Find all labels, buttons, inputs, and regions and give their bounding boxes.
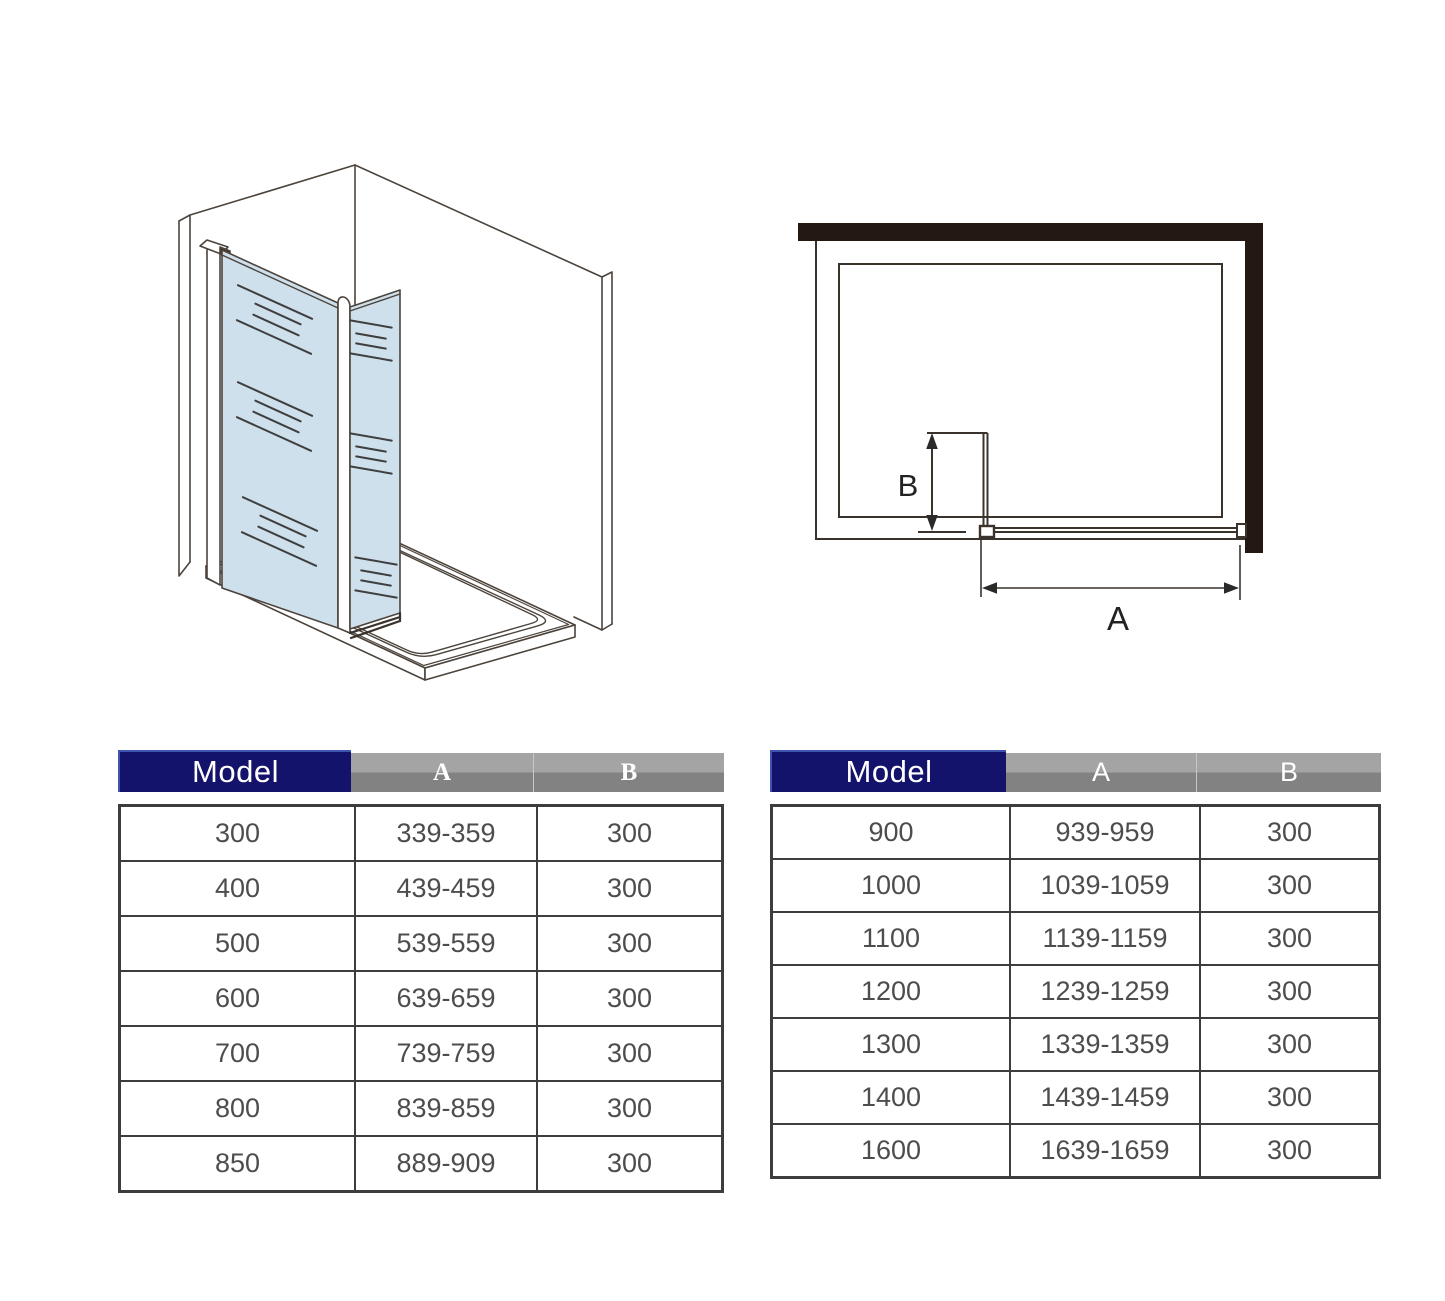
table-cell: 1139-1159: [1009, 913, 1199, 964]
header-a: A: [1091, 757, 1110, 787]
table-cell: 300: [1199, 807, 1378, 858]
table-cell: 439-459: [354, 862, 536, 915]
panel-connector: [980, 526, 994, 537]
table-cell: 1000: [860, 870, 922, 900]
table-body: [770, 804, 1381, 1179]
top-wall: [798, 223, 1263, 241]
wall-bracket-plan: [1237, 524, 1246, 537]
isometric-shower-diagram: [150, 130, 710, 690]
plan-walls: [798, 223, 1263, 553]
table-cell: 1339-1359: [1009, 1019, 1199, 1070]
table-cell: 300: [536, 1082, 721, 1135]
table-row: [121, 807, 721, 862]
table-cell: 1400: [860, 1082, 922, 1112]
table-cell: 300: [1199, 860, 1378, 911]
dimension-arrowheads: [926, 433, 1239, 594]
right-wall: [1245, 223, 1263, 553]
glass-panel-plan: [980, 524, 1246, 537]
table-cell: 300: [214, 818, 261, 848]
table-cell: 739-759: [354, 1027, 536, 1080]
table-cell: 539-559: [354, 917, 536, 970]
table-cell: 300: [536, 807, 721, 860]
table-cell: 300: [536, 917, 721, 970]
label-b: B: [897, 468, 919, 503]
table-cell: 500: [214, 928, 261, 958]
table-cell: 1600: [860, 1135, 922, 1165]
table-cell: 300: [1199, 966, 1378, 1017]
table-cell: 900: [868, 817, 914, 847]
tray-outline: [839, 264, 1222, 517]
header-band: [351, 753, 724, 792]
table-row: [121, 862, 721, 917]
table-row: [773, 1019, 1378, 1072]
label-a: A: [1106, 600, 1130, 637]
table-cell: 300: [1199, 1019, 1378, 1070]
table-cell: 700: [214, 1038, 261, 1068]
header-b: B: [1196, 753, 1381, 792]
size-table-small-models: [118, 750, 724, 1193]
table-header: [770, 750, 1381, 792]
table-row: [773, 1072, 1378, 1125]
table-cell: 939-959: [1009, 807, 1199, 858]
table-cell: 300: [1199, 1072, 1378, 1123]
header-a: A: [432, 758, 452, 786]
table-cell: 1100: [861, 923, 921, 953]
table-cell: 300: [536, 1137, 721, 1190]
table-cell: 1239-1259: [1009, 966, 1199, 1017]
table-row: [121, 1082, 721, 1137]
table-cell: 400: [214, 873, 261, 903]
header-model: Model: [770, 750, 1006, 792]
table-cell: 1039-1059: [1009, 860, 1199, 911]
table-cell: 339-359: [354, 807, 536, 860]
table-cell: 639-659: [354, 972, 536, 1025]
table-row: [773, 1125, 1378, 1176]
table-header: [118, 750, 724, 792]
table-row: [121, 972, 721, 1027]
table-cell: 889-909: [354, 1137, 536, 1190]
table-cell: 800: [214, 1093, 261, 1123]
size-table-large-models: [770, 750, 1381, 1179]
table-cell: 300: [536, 972, 721, 1025]
table-row: [121, 1137, 721, 1190]
table-cell: 300: [536, 862, 721, 915]
table-cell: 600: [214, 983, 261, 1013]
header-band: [1006, 753, 1381, 792]
table-cell: 300: [1199, 1125, 1378, 1176]
corner-profile: [338, 297, 350, 633]
table-cell: 1439-1459: [1009, 1072, 1199, 1123]
table-body: [118, 804, 724, 1193]
table-cell: 1200: [860, 976, 922, 1006]
header-b: B: [533, 753, 724, 792]
table-cell: 300: [536, 1027, 721, 1080]
table-cell: 1639-1659: [1009, 1125, 1199, 1176]
return-glass-panel: [350, 290, 400, 638]
table-row: [773, 913, 1378, 966]
table-cell: 1300: [860, 1029, 922, 1059]
table-cell: 850: [214, 1148, 261, 1178]
table-row: [121, 917, 721, 972]
main-glass-panel: [222, 250, 338, 628]
header-model: Model: [118, 750, 351, 792]
table-row: [773, 966, 1378, 1019]
plan-view-diagram: [780, 200, 1400, 660]
table-cell: 839-859: [354, 1082, 536, 1135]
dimension-a: [981, 537, 1240, 600]
table-row: [121, 1027, 721, 1082]
table-row: [773, 860, 1378, 913]
table-row: [773, 807, 1378, 860]
table-cell: 300: [1199, 913, 1378, 964]
dimension-b: [918, 446, 966, 532]
enclosure-outline: [816, 241, 1245, 539]
